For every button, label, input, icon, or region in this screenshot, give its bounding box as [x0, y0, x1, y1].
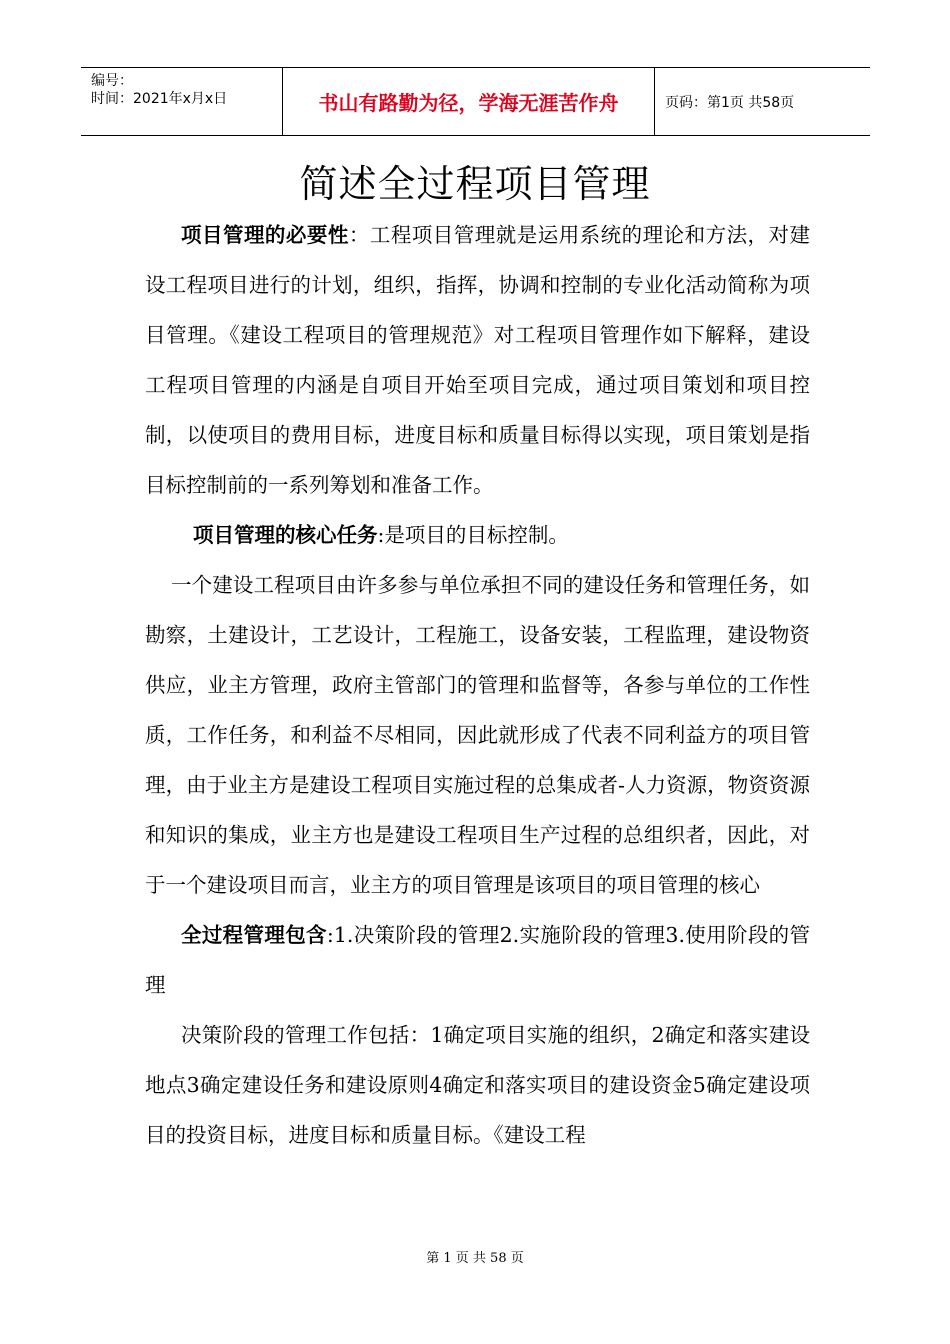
text-core-task: :是项目的目标控制。	[377, 523, 569, 547]
header-meta	[81, 68, 282, 135]
header-motto: 书山有路勤为径，学海无涯苦作舟	[282, 68, 655, 135]
heading-necessity: 项目管理的必要性	[181, 223, 349, 247]
page-footer: 第 1 页 共 58 页	[426, 1251, 524, 1266]
text-whole-process: :1.决策阶段的管理2.实施阶段的管理3.使用阶段的管理	[145, 923, 811, 997]
paragraph-participants: 一个建设工程项目由许多参与单位承担不同的建设任务和管理任务，如勘察，土建设计，工艺设计，工程施工，设备安装，工程监理，建设物资供应，业主方管理，政府主管部门的管理和监督等，各参与单位的工作性质，工作任务，和利益不尽相同，因此就形成了代表不同利益方的项目管理，由于业主方是建设工程项目实施过程的总集成者-人力资源，物资资源和知识的集成，业主方也是建设工程项目生产过程的总组织者，因此，对于一个建设项目而言，业主方的项目管理是该项目的项目管理的核心	[145, 573, 810, 897]
header-table	[81, 67, 870, 136]
time-label: 时间：2021年x月x日	[91, 91, 228, 107]
document-body	[145, 210, 810, 1160]
number-label: 编号：	[91, 73, 133, 89]
heading-core-task: 项目管理的核心任务	[193, 523, 378, 547]
document-title: 简述全过程项目管理	[299, 162, 651, 206]
paragraph-whole-process	[145, 910, 810, 1010]
paragraph-core-task	[145, 510, 810, 560]
paragraph-decision-stage: 决策阶段的管理工作包括：1确定项目实施的组织，2确定和落实建设地点3确定建设任务和建设原则4确定和落实项目的建设资金5确定建设项目的投资目标，进度目标和质量目标。《建设工程	[145, 1023, 810, 1147]
heading-whole-process: 全过程管理包含	[181, 923, 327, 947]
paragraph-necessity	[145, 210, 810, 510]
text-necessity: ：工程项目管理就是运用系统的理论和方法，对建设工程项目进行的计划，组织，指挥，协调和控制的专业化活动简称为项目管理。《建设工程项目的管理规范》对工程项目管理作如下解释，建设工程项目管理的内涵是自项目开始至项目完成，通过项目策划和项目控制，以使项目的费用目标，进度目标和质量目标得以实现，项目策划是指目标控制前的一系列筹划和准备工作。	[145, 223, 811, 497]
header-page-info: 页码：第1页 共58页	[665, 94, 795, 111]
